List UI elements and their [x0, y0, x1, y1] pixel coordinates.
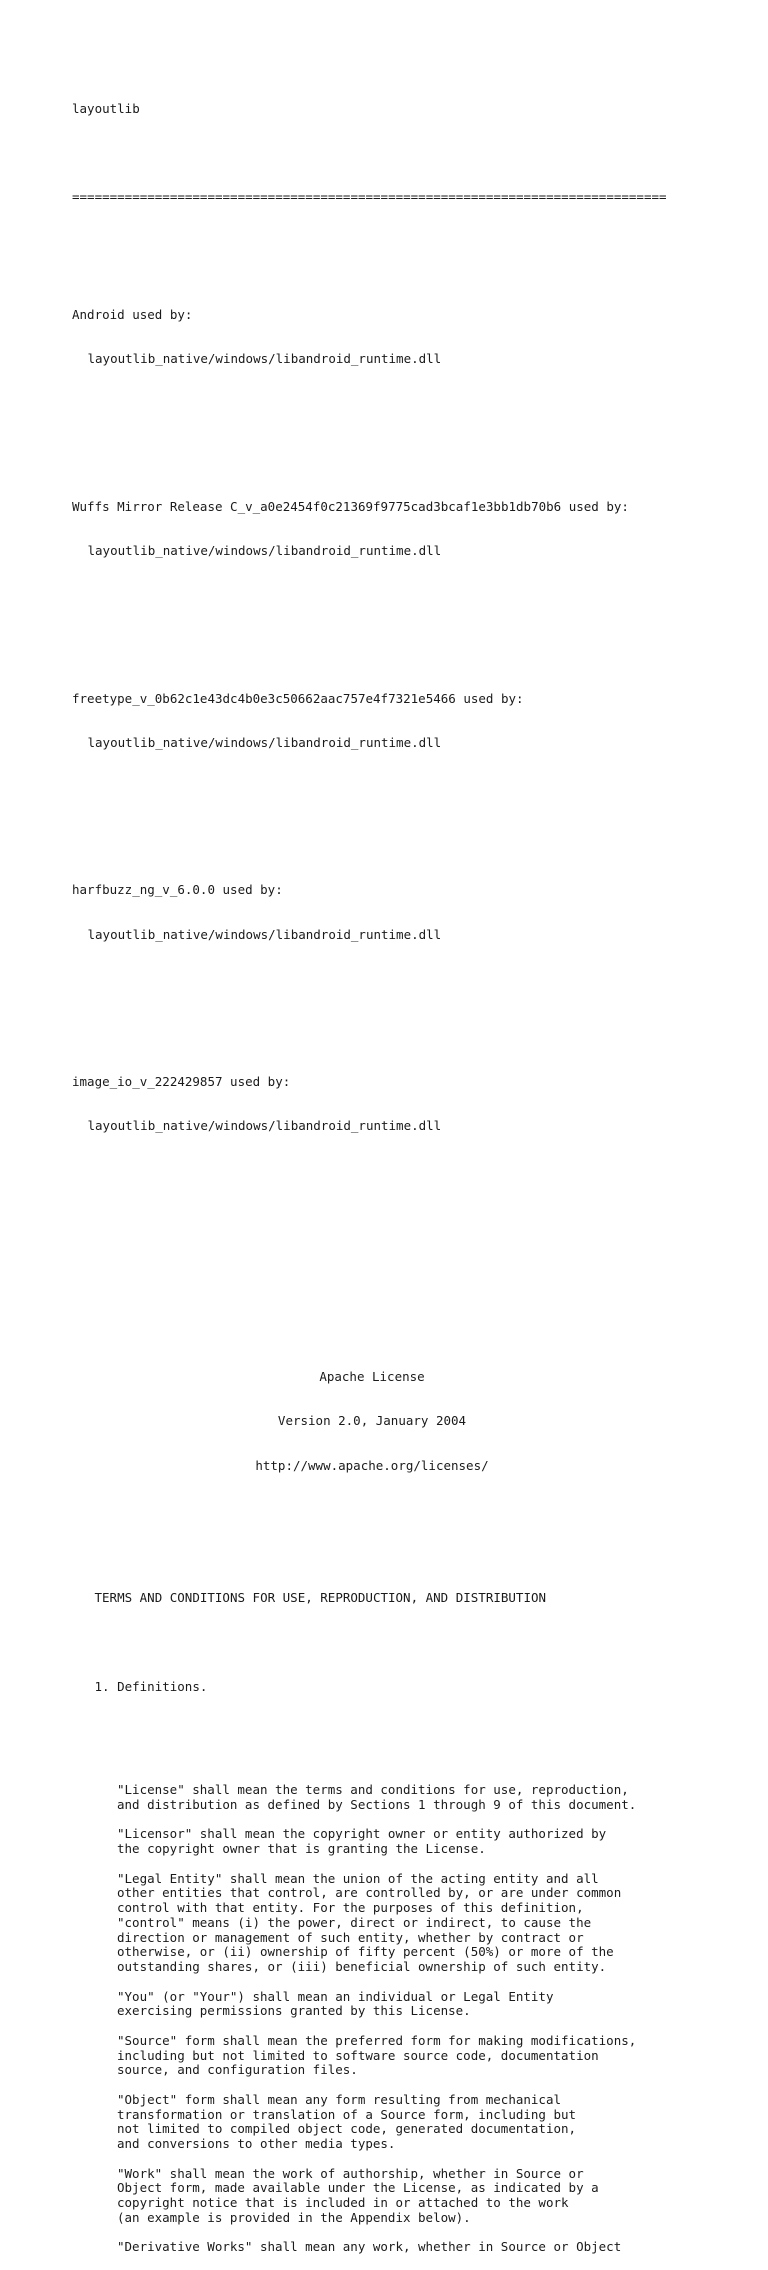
definition-line: not limited to compiled object code, generated documentation, [117, 2121, 577, 2137]
definition-paragraph [72, 1990, 752, 2034]
definition-line: "Object" form shall mean any form resulting from mechanical [117, 2091, 562, 2107]
definition-line: Object form, made available under the License, as indicated by a [117, 2180, 599, 2196]
definition-line: transformation or translation of a Source form, including but [117, 2106, 577, 2122]
attribution-item [72, 470, 752, 632]
attribution-path: layoutlib_native/windows/libandroid_runtime.dll [87, 926, 442, 942]
attribution-name: harfbuzz_ng_v_6.0.0 used by: [72, 882, 283, 898]
attribution-item [72, 279, 752, 441]
definition-paragraph [72, 1827, 752, 1871]
attribution-item [72, 854, 752, 1016]
definition-line: "Licensor" shall mean the copyright owner or entity authorized by [117, 1826, 607, 1842]
definition-line: "You" (or "Your") shall mean an individual or Legal Entity [117, 1988, 554, 2004]
definition-line: control with that entity. For the purposes of this definition, [117, 1900, 584, 1915]
definition-line: "License" shall mean the terms and conditions for use, reproduction, [117, 1782, 629, 1797]
definition-paragraph [72, 1872, 752, 1990]
attribution-path: layoutlib_native/windows/libandroid_runtime.dll [87, 543, 442, 558]
definition-paragraph [72, 2093, 752, 2167]
definition-line: direction or management of such entity, whether by contract or [117, 1929, 584, 1945]
license-header [72, 1341, 752, 1503]
definition-paragraph [72, 1783, 752, 1827]
attribution-list [72, 249, 752, 1193]
license-version: Version 2.0, January 2004 [277, 1413, 467, 1429]
definition-paragraph [72, 2167, 752, 2241]
definition-line: "control" means (i) the power, direct or indirect, to cause the [117, 1914, 592, 1930]
attribution-name: Wuffs Mirror Release C_v_a0e2454f0c21369f9775cad3bcaf1e3bb1db70b6 used by: [72, 498, 629, 514]
attribution-name: freetype_v_0b62c1e43dc4b0e3c50662aac757e4f7321e5466 used by: [72, 690, 524, 706]
attribution-path: layoutlib_native/windows/libandroid_runtime.dll [87, 1118, 442, 1134]
section-heading: 1. Definitions. [94, 1678, 208, 1694]
attribution-item [72, 662, 752, 824]
definition-line: source, and configuration files. [117, 2062, 358, 2078]
definition-line: and conversions to other media types. [117, 2136, 396, 2151]
definition-paragraph [72, 2240, 752, 2255]
definition-line: the copyright owner that is granting the License. [117, 1841, 486, 1856]
definition-line: (an example is provided in the Appendix below). [117, 2209, 471, 2225]
definition-line: "Legal Entity" shall mean the union of the acting entity and all [117, 1870, 599, 1886]
terms-heading: TERMS AND CONDITIONS FOR USE, REPRODUCTION, AND DISTRIBUTION [94, 1590, 547, 1606]
definitions-list [72, 1783, 752, 2255]
definition-line: copyright notice that is included in or attached to the work [117, 2195, 569, 2210]
definition-line: otherwise, or (ii) ownership of fifty percent (50%) or more of the [117, 1944, 614, 1960]
attribution-path: layoutlib_native/windows/libandroid_runtime.dll [87, 351, 442, 367]
definition-line: including but not limited to software source code, documentation [117, 2047, 599, 2063]
license-url: http://www.apache.org/licenses/ [255, 1457, 489, 1473]
attribution-name: image_io_v_222429857 used by: [72, 1074, 291, 1089]
attribution-path: layoutlib_native/windows/libandroid_runtime.dll [87, 734, 442, 750]
license-document [72, 72, 752, 2270]
definition-line: and distribution as defined by Sections 1 through 9 of this document. [117, 1796, 637, 1812]
definition-line: "Source" form shall mean the preferred form for making modifications, [117, 2032, 637, 2048]
definition-line: "Work" shall mean the work of authorship, whether in Source or [117, 2165, 584, 2181]
definition-line: exercising permissions granted by this License. [117, 2003, 471, 2019]
license-name: Apache License [319, 1369, 425, 1384]
definition-line: outstanding shares, or (iii) beneficial ownership of such entity. [117, 1959, 607, 1974]
definition-line: "Derivative Works" shall mean any work, whether in Source or Object [117, 2239, 622, 2255]
document-title: layoutlib [72, 100, 140, 116]
definition-line: other entities that control, are controlled by, or are under common [117, 1885, 622, 1901]
attribution-name: Android used by: [72, 307, 193, 322]
separator-line: =============================================================================== [72, 189, 667, 204]
definition-paragraph [72, 2034, 752, 2093]
attribution-item [72, 1046, 752, 1164]
